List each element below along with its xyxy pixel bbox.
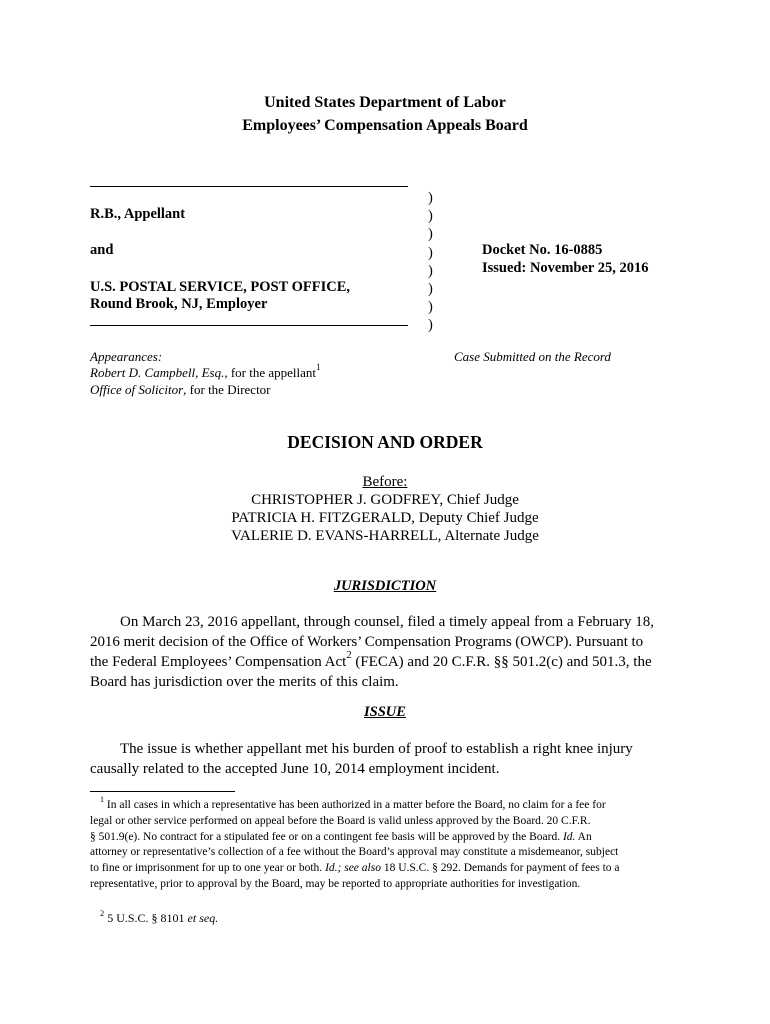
appellant-counsel: Robert D. Campbell, Esq., for the appellant$^1$	[90, 362, 321, 380]
agency-name: United States Department of Labor	[264, 94, 506, 111]
footnote-ref-2: 2	[346, 650, 352, 662]
jurisdiction-paragraph: On March 23, 2016 appellant, through counsel, filed a timely appeal from a February 18, 2016 merit decision of the Office of Workers’ Compensation Programs (OWCP). Pursuant to the Federal Employees’ Compensation Act$^2$ (FECA) and 20 C.F.R. §§ 501.2(c) and 501.3, the Board has jurisdiction over the merits of this claim.	[90, 614, 655, 690]
caption-bottom-rule	[90, 325, 408, 326]
jurisdiction-heading: JURISDICTION	[333, 578, 437, 594]
judge-1: CHRISTOPHER J. GODFREY, Chief Judge	[251, 492, 519, 508]
appellant-name: R.B., Appellant	[90, 206, 186, 222]
caption-top-rule	[90, 186, 408, 187]
appearances-label: Appearances:	[90, 349, 163, 364]
judge-3: VALERIE D. EVANS-HARRELL, Alternate Judge	[231, 528, 539, 544]
footnote-1: $^1$ In all cases in which a representative has been authorized in a matter before the Board, no claim for a fee for legal or other service performed on appeal before the Board is valid unless approved by the Board. 20 C.F.R. § 501.9(e). No contract for a stipulated fee or on a contingent fee basis will be approved by the Board. Id. An attorney or representative’s collection of a fee without the Board’s approval may constitute a misdemeanor, subject to fine or imprisonment for up to one year or both. Id.; see also 18 U.S.C. § 292. Demands for payment of fees to a representative, prior to approval by the Board, may be reported to appropriate authorities for investigation.	[90, 794, 620, 890]
issue-paragraph: The issue is whether appellant met his burden of proof to establish a right knee injury causally related to the accepted June 10, 2014 employment incident.	[90, 741, 633, 777]
case-submitted: Case Submitted on the Record	[454, 349, 611, 364]
director-counsel: Office of Solicitor, for the Director	[90, 382, 271, 397]
issue-heading: ISSUE	[364, 704, 406, 720]
caption-and: and	[90, 242, 114, 258]
issued-date: Issued: November 25, 2016	[482, 260, 649, 276]
board-name: Employees’ Compensation Appeals Board	[242, 117, 528, 134]
footnote-separator	[90, 791, 235, 792]
employer-line-2: Round Brook, NJ, Employer	[90, 296, 268, 312]
before-label: Before:	[362, 474, 408, 490]
judge-2: PATRICIA H. FITZGERALD, Deputy Chief Judge	[231, 510, 539, 526]
footnote-ref-1: 1	[316, 362, 321, 373]
decision-title: DECISION AND ORDER	[287, 432, 483, 452]
footnote-2: $^2$ 5 U.S.C. § 8101 et seq.	[100, 908, 219, 925]
employer-line-1: U.S. POSTAL SERVICE, POST OFFICE,	[90, 279, 351, 295]
docket-number: Docket No. 16-0885	[482, 242, 603, 258]
caption-parens: ) ) ) ) ) ) ) )	[428, 190, 433, 334]
